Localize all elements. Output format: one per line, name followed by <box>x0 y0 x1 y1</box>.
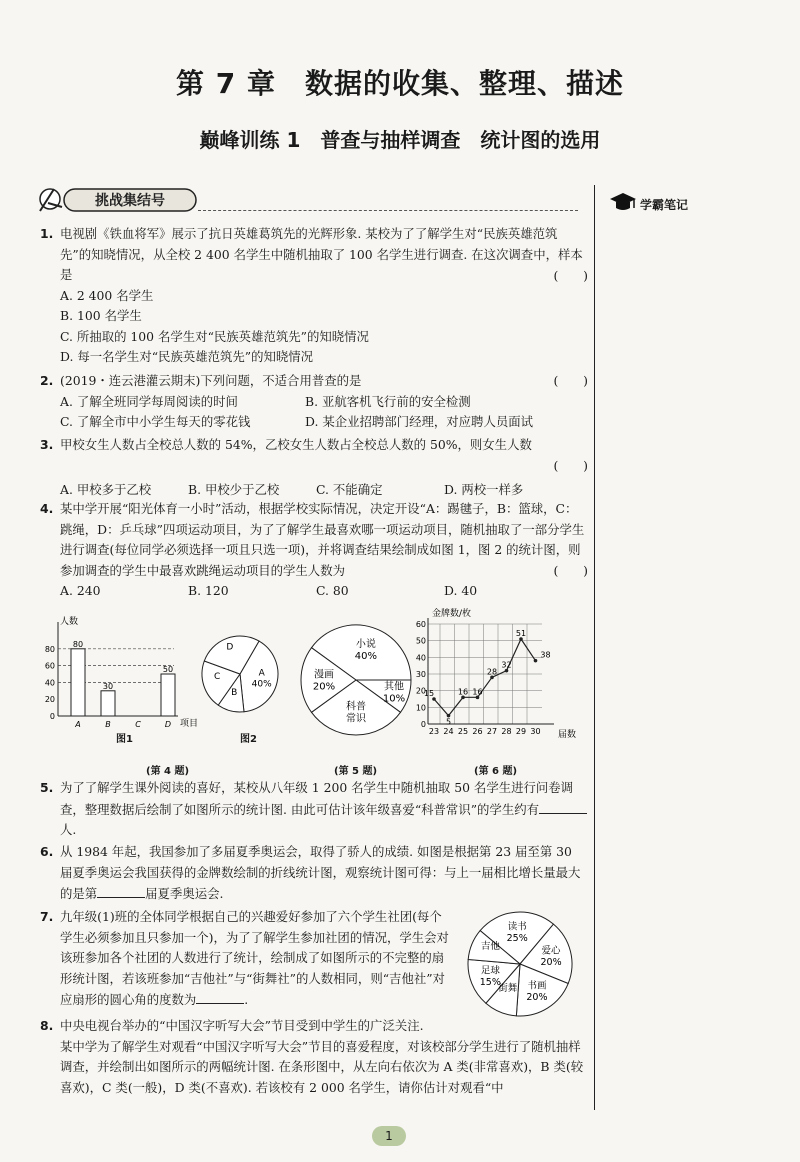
slice-label: 其他 <box>384 681 405 693</box>
question-text-end: . <box>244 992 249 1007</box>
slice-label: A <box>258 668 265 679</box>
pie-chart-fig2 <box>196 622 286 732</box>
graduation-cap-icon <box>608 190 638 214</box>
pie-chart-q7 <box>464 908 584 1020</box>
question-number: 8. <box>40 1018 54 1033</box>
x-tick-label: 23 <box>428 727 440 736</box>
answer-paren[interactable]: ( ) <box>553 457 588 473</box>
question-text: (2019・连云港灌云期末)下列问题，不适合用普查的是 <box>60 373 362 388</box>
page-number: 1 <box>372 1126 406 1146</box>
y-tick-label: 40 <box>415 653 426 663</box>
question-text: 从 1984 年起，我国参加了多届夏季奥运会，取得了骄人的成绩. 如图是根据第 23 届至第 30 届夏季奥运会我国获得的金牌数绘制的折线统计图，观察统计图可得：与上一届相比增长量最大的是第 <box>60 844 581 901</box>
section-title: 巅峰训练 1 普查与抽样调查 统计图的选用 <box>199 128 601 152</box>
point-label: 16 <box>457 687 469 697</box>
question-4 <box>40 499 588 602</box>
banner-divider <box>198 210 578 211</box>
point-label: 5 <box>445 717 452 727</box>
option-a[interactable]: A. 了解全班同学每周阅读的时间 <box>60 393 238 409</box>
answer-paren[interactable]: ( ) <box>553 267 588 283</box>
option-d[interactable]: D. 两校一样多 <box>444 482 524 497</box>
y-axis-label: 人数 <box>60 617 79 627</box>
pie-chart-q5 <box>298 610 416 750</box>
option-c[interactable]: C. 所抽取的 100 名学生对“民族英雄范筑先”的知晓情况 <box>60 328 369 344</box>
bar-chart-fig1 <box>36 614 206 744</box>
slice-label: 书画 <box>527 980 547 992</box>
question-text: 九年级(1)班的全体同学根据自己的兴趣爱好参加了六个学生社团(每个学生必须参加且只参加一个)，为了了解学生参加社团的情况，学生会对该班参加各个社团的人数进行了统计，绘制成了如图所示的不完整的扇形统计图，若该班参加“吉他社”与“街舞社”的人数相同，则“吉他社”对应扇形的圆心角的度数为 <box>60 909 449 1007</box>
slice-label: 20% <box>526 992 548 1004</box>
question-3 <box>40 435 588 501</box>
question-text-end: 届夏季奥运会. <box>145 886 224 901</box>
y-tick-label: 20 <box>44 695 55 705</box>
caption-fig1: 图1 <box>116 734 133 745</box>
series-line <box>434 639 536 716</box>
y-tick-label: 0 <box>420 720 426 729</box>
bar <box>101 691 115 716</box>
slice-label: 漫画 <box>314 669 334 681</box>
data-point <box>534 659 538 663</box>
question-text: 中央电视台举办的“中国汉字听写大会”节目受到中学生的广泛关注. <box>60 1018 424 1033</box>
answer-paren[interactable]: ( ) <box>553 373 588 388</box>
x-tick-label: 25 <box>457 727 469 736</box>
point-label: 38 <box>540 650 551 660</box>
question-number: 4. <box>40 501 54 516</box>
question-5 <box>40 778 588 841</box>
slice-label: 读书 <box>507 921 527 933</box>
slice-label: 吉他 <box>480 941 500 953</box>
bar <box>71 649 85 716</box>
option-d[interactable]: D. 40 <box>444 583 478 598</box>
question-2 <box>40 371 588 433</box>
question-number: 2. <box>40 373 54 388</box>
question-1 <box>40 224 588 368</box>
caption-q6: (第 6 题) <box>474 766 518 777</box>
question-number: 3. <box>40 437 54 452</box>
answer-paren[interactable]: ( ) <box>553 563 588 578</box>
bar-label: 80 <box>72 639 84 649</box>
caption-q4: (第 4 题) <box>146 766 190 777</box>
notes-divider <box>594 185 595 1110</box>
x-tick-label: 30 <box>530 727 541 736</box>
question-number: 6. <box>40 844 54 859</box>
answer-blank[interactable] <box>539 799 587 814</box>
slice-label: 10% <box>382 693 406 705</box>
slice-label: 小说 <box>355 638 376 650</box>
point-label: 15 <box>423 689 435 698</box>
y-tick-label: 0 <box>49 712 55 721</box>
bar-label: 30 <box>102 681 114 691</box>
slice-label: D <box>226 642 234 653</box>
x-tick-label: B <box>105 720 111 729</box>
option-a[interactable]: A. 甲校多于乙校 <box>60 482 152 497</box>
x-axis-label: 届数 <box>558 730 577 740</box>
question-text: 为了了解学生课外阅读的喜好，某校从八年级 1 200 名学生中随机抽取 50 名学生进行问卷调查，整理数据后绘制了如图所示的统计图. 由此可估计该年级喜爱“科普常识”的学生约有 <box>60 780 574 817</box>
question-7 <box>40 907 450 1011</box>
slice-label: 15% <box>479 976 501 988</box>
slice-label: 街舞 <box>498 982 518 994</box>
question-text: 甲校女生人数占全校总人数的 54%，乙校女生人数占全校总人数的 50%，则女生人数 <box>60 437 532 452</box>
y-axis-label: 金牌数/枚 <box>432 609 472 619</box>
y-tick-label: 30 <box>415 670 426 679</box>
y-tick-label: 20 <box>415 686 426 696</box>
question-number: 7. <box>40 909 54 924</box>
option-c[interactable]: C. 了解全市中小学生每天的零花钱 <box>60 414 251 429</box>
option-b[interactable]: B. 120 <box>188 583 229 598</box>
caption-fig2: 图2 <box>240 734 257 745</box>
chapter-title: 第 7 章 数据的收集、整理、描述 <box>176 67 624 100</box>
option-b[interactable]: B. 100 名学生 <box>60 308 142 323</box>
question-number: 5. <box>40 780 54 795</box>
y-tick-label: 60 <box>44 661 55 671</box>
line-chart-q6 <box>408 606 588 746</box>
point-label: 32 <box>501 660 512 670</box>
y-tick-label: 50 <box>415 636 426 646</box>
slice-label: 40% <box>251 679 272 690</box>
point-label: 51 <box>515 629 527 638</box>
option-a[interactable]: A. 2 400 名学生 <box>60 287 154 303</box>
slice-label: 科普 <box>346 701 366 713</box>
x-tick-label: 24 <box>443 727 454 736</box>
x-tick-label: A <box>75 720 81 729</box>
slice-label: 常识 <box>346 713 366 725</box>
slice-label: 爱心 <box>541 945 561 957</box>
question-text: 电视剧《铁血将军》展示了抗日英雄葛筑先的光辉形象. 某校为了了解学生对“民族英雄范筑先”的知晓情况，从全校 2 400 名学生中随机抽取了 100 名学生进行调查. 在这次调查中，样本是 <box>60 226 583 282</box>
option-c[interactable]: C. 不能确定 <box>316 482 383 497</box>
question-text-end: 人. <box>60 822 77 837</box>
slice-label: 40% <box>354 650 378 662</box>
x-tick-label: 27 <box>486 727 498 736</box>
option-b[interactable]: B. 甲校少于乙校 <box>188 482 280 497</box>
x-tick-label: 26 <box>472 727 483 736</box>
slice-label: C <box>214 671 221 682</box>
x-tick-label: 29 <box>515 727 527 736</box>
option-b[interactable]: B. 亚航客机飞行前的安全检测 <box>305 393 471 409</box>
x-tick-label: C <box>135 720 141 729</box>
option-d[interactable]: D. 每一名学生对“民族英雄范筑先”的知晓情况 <box>60 349 314 364</box>
x-tick-label: 28 <box>501 727 512 736</box>
x-tick-label: D <box>164 720 172 729</box>
slice-label: 足球 <box>480 965 500 977</box>
notes-label: 学霸笔记 <box>640 198 689 212</box>
x-axis-label: 项目 <box>180 719 199 729</box>
y-tick-label: 10 <box>415 703 426 713</box>
caption-q5: (第 5 题) <box>334 766 378 777</box>
y-tick-label: 60 <box>415 620 426 629</box>
point-label: 16 <box>472 687 483 697</box>
question-text: 某中学开展“阳光体育一小时”活动，根据学校实际情况，决定开设“A：踢毽子，B：篮球，C：跳绳，D：乒乓球”四项运动项目，为了了解学生最喜欢哪一项运动项目，随机抽取了一部分学生进行调查(每位同学必须选择一项且只选一项)，并将调查结果绘制成如图 1，图 2 的统计图，则参加调查的学生中最喜欢跳绳运动项目的学生人数为 <box>60 501 585 578</box>
answer-blank[interactable] <box>196 989 244 1004</box>
point-label: 28 <box>486 667 498 677</box>
question-text-2: 某中学为了解学生对观看“中国汉字听写大会”节目的喜爱程度，对该校部分学生进行了随机抽样调查，并绘制出如图所示的两幅统计图. 在条形图中，从左向右依次为 A 类(非常喜欢)，B 类(较喜欢)，C 类(一般)，D 类(不喜欢). 若该校有 2 000 名学生，请你估计对观看“中 <box>60 1038 584 1095</box>
slice-label: 25% <box>506 933 528 945</box>
answer-blank[interactable] <box>97 883 145 898</box>
bar <box>161 674 175 716</box>
slice-label: 20% <box>312 681 336 693</box>
option-a[interactable]: A. 240 <box>60 583 101 598</box>
question-8 <box>40 1016 588 1098</box>
y-tick-label: 40 <box>44 678 55 688</box>
slice-label: 20% <box>540 957 562 969</box>
question-number: 1. <box>40 226 54 241</box>
banner-text: 挑战集结号 <box>95 193 165 209</box>
option-c[interactable]: C. 80 <box>316 583 349 598</box>
bar-label: 50 <box>162 665 174 674</box>
slice-label: B <box>231 687 238 698</box>
y-tick-label: 80 <box>44 644 55 654</box>
option-d[interactable]: D. 某企业招聘部门经理，对应聘人员面试 <box>305 414 534 429</box>
challenge-banner <box>34 183 202 217</box>
question-6 <box>40 842 588 905</box>
